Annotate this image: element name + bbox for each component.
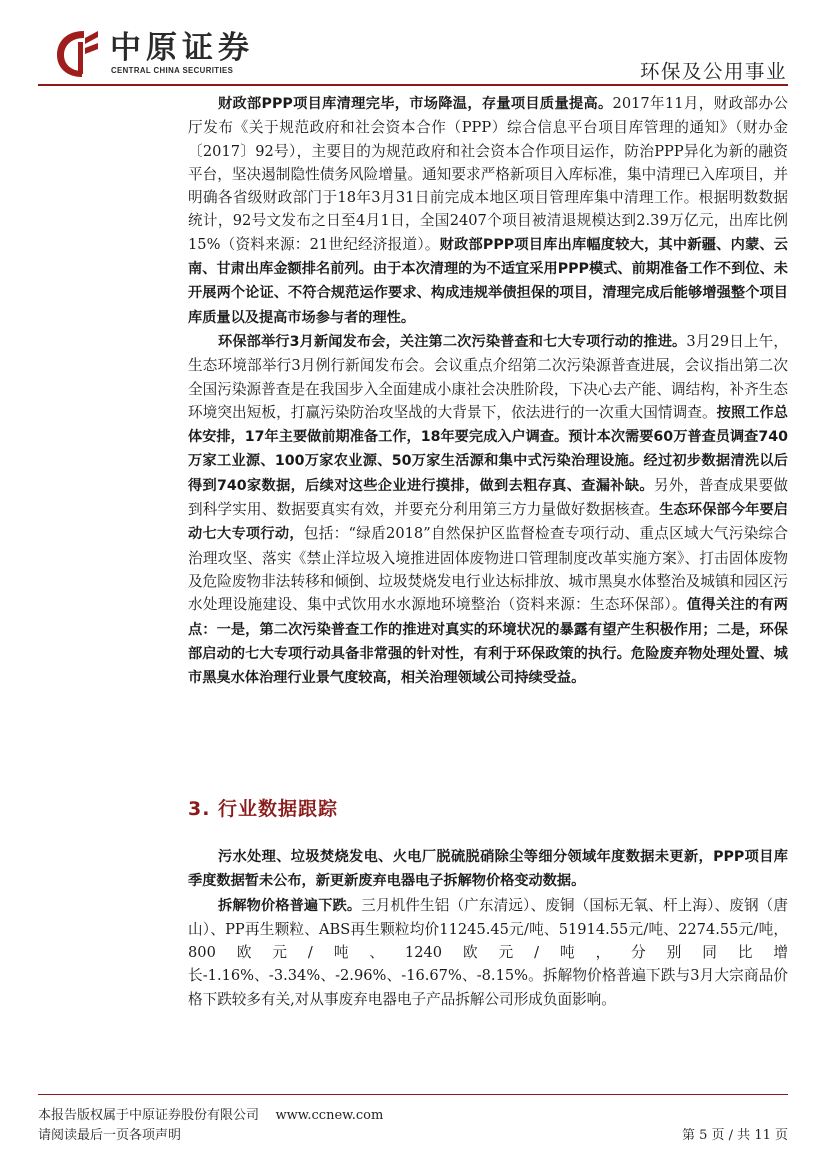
logo-english-name: CENTRAL CHINA SECURITIES xyxy=(111,66,234,75)
copyright-text: 本报告版权属于中原证券股份有限公司 xyxy=(38,1108,260,1123)
data-update-text: 污水处理、垃圾焚烧发电、火电厂脱硫脱硝除尘等细分领域年度数据未更新，PPP项目库季度数据暂未公布，新更新废弃电器电子拆解物价格变动数据。 xyxy=(188,849,788,890)
census-note: 另外，普查成果要做到科学实用、数据要真实有效，并要充分利用第三方力量做好数据核查。 xyxy=(188,476,788,519)
page-header xyxy=(0,0,827,92)
ppp-lead: 财政部PPP项目库清理完毕，市场降温，存量项目质量提高。 xyxy=(218,96,613,112)
footer-divider xyxy=(38,1094,788,1095)
prices-lead: 拆解物价格普遍下跌。 xyxy=(218,897,362,914)
census-conclusion: 值得关注的有两点：一是，第二次污染普查工作的推进对真实的环境状况的暴露有望产生积极作用；二是，环保部启动的七大专项行动具备非常强的针对性，有利于环保政策的执行。危险废弃物处理处置、城市黑臭水体治理行业景气度较高，相关治理领域公司持续受益。 xyxy=(188,597,788,687)
website-link[interactable]: www.ccnew.com xyxy=(275,1108,384,1123)
report-sector: 环保及公用事业 xyxy=(639,60,787,83)
ppp-conclusion: 财政部PPP项目库出库幅度较大，其中新疆、内蒙、云南、甘肃出库金额排名前列。由于本次清理的为不适宜采用PPP模式、前期准备工作不到位、未开展两个论证、不符合规范运作要求、构成违规举债担保的项目，清理完成后能够增强整个项目库质量以及提高市场参与者的理性。 xyxy=(188,236,788,326)
census-plan: 按照工作总体安排，17年主要做前期准备工作，18年要完成入户调查。预计本次需要60万普查员调查740万家工业源、100万家农业源、50万家生活源和集中式污染治理设施。经过初步数据清洗以后得到740家数据，后续对这些企业进行摸排，做到去粗存真、查漏补缺。 xyxy=(188,404,788,494)
footer-line-2 xyxy=(38,1124,788,1143)
section-heading: 3. 行业数据跟踪 xyxy=(188,798,339,820)
special-actions-list: 包括：“绿盾2018”自然保护区监督检查专项行动、重点区域大气污染综合治理攻坚、落实《禁止洋垃圾入境推进固体废物进口管理制度改革实施方案》、打击固体废物及危险废物非法转移和倾倒、垃圾焚烧发电行业达标排放、城市黑臭水体整治及城镇和园区污水处理设施建设、集中式饮用水水源地环境整治（资料来源：生态环保部）。 xyxy=(188,525,788,614)
special-actions-lead: 生态环保部今年要启动七大专项行动， xyxy=(188,502,788,543)
main-content xyxy=(188,92,788,690)
paragraph-pollution-census xyxy=(188,330,788,690)
header-divider xyxy=(38,84,788,86)
logo-mark-icon xyxy=(54,28,102,80)
prices-detail: 三月机件生铝（广东清远）、废铜（国标无氧、杆上海）、废钢（唐山）、PP再生颗粒、ABS再生颗粒均价11245.45元/吨、51914.55元/吨、2274.55元/吨，800欧元/吨、1240欧元/吨，分别同比增长-1.16%、-3.34%、-2.96%、-16.67%、-8.15%。拆解物价格普遍下跌与3月大宗商品价格下跌较多有关,对从事废弃电器电子产品拆解公司形成负面影响。 xyxy=(188,896,788,1008)
disclaimer-text: 请阅读最后一页各项声明 xyxy=(38,1128,182,1143)
paragraph-data-update xyxy=(188,845,788,894)
paragraph-dismantling-prices xyxy=(188,894,788,1011)
logo-chinese-name: 中原证券 xyxy=(110,30,254,66)
page-number: 第 5 页 / 共 11 页 xyxy=(682,1128,788,1143)
footer-line-1 xyxy=(38,1104,788,1123)
company-logo xyxy=(54,28,264,80)
census-lead: 环保部举行3月新闻发布会，关注第二次污染普查和七大专项行动的推进。 xyxy=(218,333,687,350)
paragraph-ppp xyxy=(188,92,788,330)
ppp-detail: 2017年11月，财政部办公厅发布《关于规范政府和社会资本合作（PPP）综合信息平台项目库管理的通知》（财办金〔2017〕92号），主要目的为规范政府和社会资本合作项目运作，防治PPP异化为新的融资平台，坚决遏制隐性债务风险增量。通知要求严格新项目入库标准，集中清理已入库项目，并明确各省级财政部门于18年3月31日前完成本地区项目管理库集中清理工作。根据明数数据统计，92号文发布之日至4月1日，全国2407个项目被清退规模达到2.39万亿元，出库比例15%（资料来源：21世纪经济报道）。 xyxy=(188,95,788,253)
data-tracking-content xyxy=(188,845,788,1011)
census-detail: 3月29日上午，生态环境部举行3月例行新闻发布会。会议重点介绍第二次污染源普查进展，会议指出第二次全国污染源普查是在我国步入全面建成小康社会决胜阶段，下决心去产能、调结构，补齐生态环境突出短板，打赢污染防治攻坚战的大背景下，依法进行的一次重大国情调查。 xyxy=(188,332,788,421)
